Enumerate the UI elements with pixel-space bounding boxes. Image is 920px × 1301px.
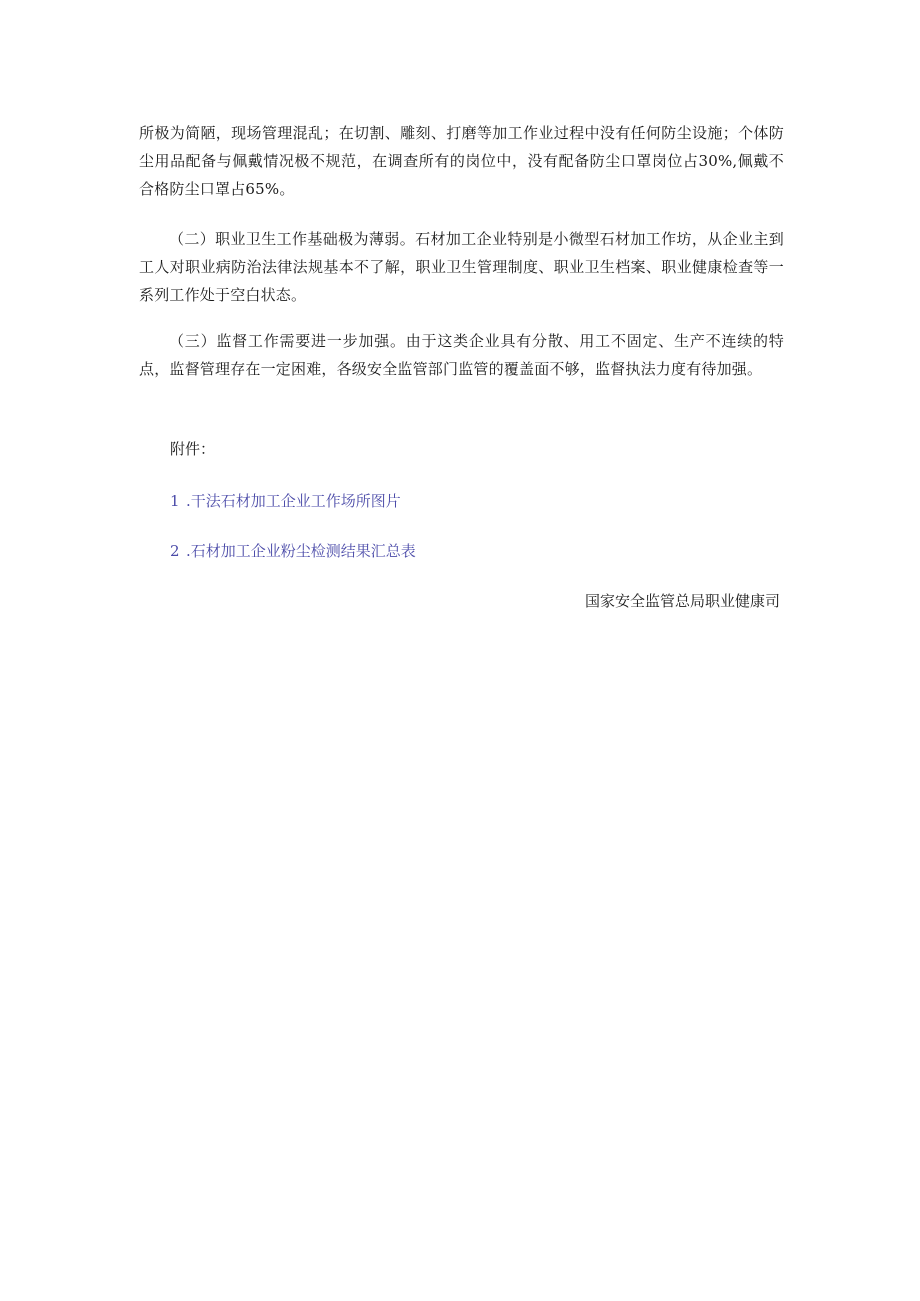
paragraph-section-three: （三）监督工作需要进一步加强。由于这类企业具有分散、用工不固定、生产不连续的特点，监督管理存在一定困难，各级安全监管部门监管的覆盖面不够，监督执法力度有待加强。 bbox=[139, 332, 784, 378]
signature: 国家安全监管总局职业健康司 bbox=[584, 592, 780, 610]
attachment-title: .干法石材加工企业工作场所图片 bbox=[186, 492, 401, 510]
attachment-item-2[interactable] bbox=[170, 537, 416, 565]
attachment-number: 2 bbox=[170, 542, 180, 560]
attachment-number: 1 bbox=[170, 492, 180, 510]
attachment-item-1[interactable] bbox=[170, 487, 401, 515]
paragraph-section-two: （二）职业卫生工作基础极为薄弱。石材加工企业特别是小微型石材加工作坊，从企业主到工人对职业病防治法律法规基本不了解，职业卫生管理制度、职业卫生档案、职业健康检查等一系列工作处于空白状态。 bbox=[139, 230, 784, 304]
attachment-title: .石材加工企业粉尘检测结果汇总表 bbox=[186, 542, 416, 560]
paragraph-continuation: 所极为简陋，现场管理混乱；在切割、雕刻、打磨等加工作业过程中没有任何防尘设施；个体防尘用品配备与佩戴情况极不规范，在调查所有的岗位中，没有配备防尘口罩岗位占30%,佩戴不合格防尘口罩占65%。 bbox=[139, 124, 784, 198]
attachments-label: 附件： bbox=[170, 440, 216, 458]
